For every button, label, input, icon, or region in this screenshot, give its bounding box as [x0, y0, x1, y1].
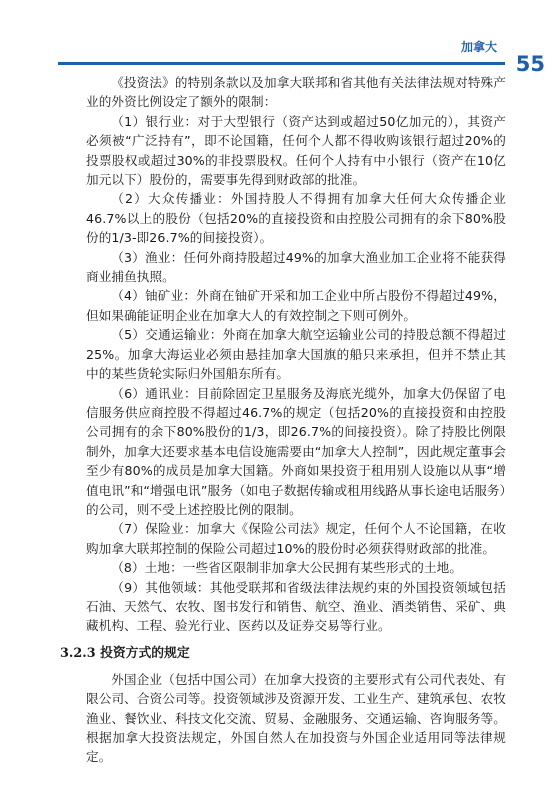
- page-number: 55: [515, 52, 545, 76]
- other-sectors-paragraph: （9）其他领域：其他受联邦和省级法律法规约束的外国投资领域包括石油、天然气、农牧、图书发行和销售、航空、渔业、酒类销售、采矿、典藏机构、工程、验光行业、医药以及证券交易等行业。: [86, 579, 506, 634]
- section-heading: 3.2.3 投资方式的规定: [60, 645, 190, 661]
- telecom-paragraph: （6）通讯业：目前除固定卫星服务及海底光缆外，加拿大仍保留了电信服务供应商控股不得超过46.7%的规定（包括20%的直接投资和由控股公司拥有的余下80%股份的1/3，即26.7%的间接投资）。除了持股比例限制外，加拿大还要求基本电信设施需要由“加拿大人控制”，因此规定董事会至少有80%的成员是加拿大国籍。外商如果投资于租用别人设施以从事“增值电讯”和“增强电讯”服务（如电子数据传输或租用线路从事长途电话服务）的公司，则不受上述控股比例的限制。: [86, 385, 506, 517]
- header-divider: [58, 62, 505, 65]
- transport-paragraph: （5）交通运输业：外商在加拿大航空运输业公司的持股总额不得超过25%。加拿大海运业必须由悬挂加拿大国旗的船只来承担，但并不禁止其中的某些货轮实际归外国船东所有。: [86, 327, 506, 382]
- banking-paragraph: （1）银行业：对于大型银行（资产达到或超过50亿加元的），其资产必须被“广泛持有”，即不论国籍，任何个人都不得收购该银行超过20%的投票股权或超过30%的非投票股权。任何个人持有中小银行（资产在10亿加元以下）股份的，需要事先得到财政部的批准。: [86, 113, 506, 188]
- uranium-paragraph: （4）铀矿业：外商在铀矿开采和加工企业中所占股份不得超过49%，但如果确能证明企业在加拿大人的有效控制之下则可例外。: [86, 288, 506, 323]
- intro-paragraph: 《投资法》的特别条款以及加拿大联邦和省其他有关法律法规对特殊产业的外资比例设定了额外的限制：: [86, 75, 506, 110]
- fishery-paragraph: （3）渔业：任何外商持股超过49%的加拿大渔业加工企业将不能获得商业捕鱼执照。: [86, 249, 506, 285]
- insurance-paragraph: （7）保险业：加拿大《保险公司法》规定，任何个人不论国籍，在收购加拿大联邦控制的保险公司超过10%的股份时必须获得财政部的批准。: [86, 521, 506, 556]
- land-paragraph: （8）土地：一些省区限制非加拿大公民拥有某些形式的土地。: [111, 560, 463, 576]
- mass-media-paragraph: （2）大众传播业：外国持股人不得拥有加拿大任何大众传播企业46.7%以上的股份（包括20%的直接投资和由控股公司拥有的余下80%股份的1/3-即26.7%的间接投资）。: [86, 191, 506, 246]
- page-body: [60, 73, 506, 767]
- investment-forms-paragraph: 外国企业（包括中国公司）在加拿大投资的主要形式有公司代表处、有限公司、合资公司等。投资领域涉及资源开发、工业生产、建筑承包、农牧渔业、餐饮业、科技文化交流、贸易、金融服务、交通运输、咨询服务等。根据加拿大投资法规定，外国自然人在加投资与外国企业适用同等法律规定。: [86, 671, 506, 765]
- running-header-country: 加拿大: [460, 40, 497, 54]
